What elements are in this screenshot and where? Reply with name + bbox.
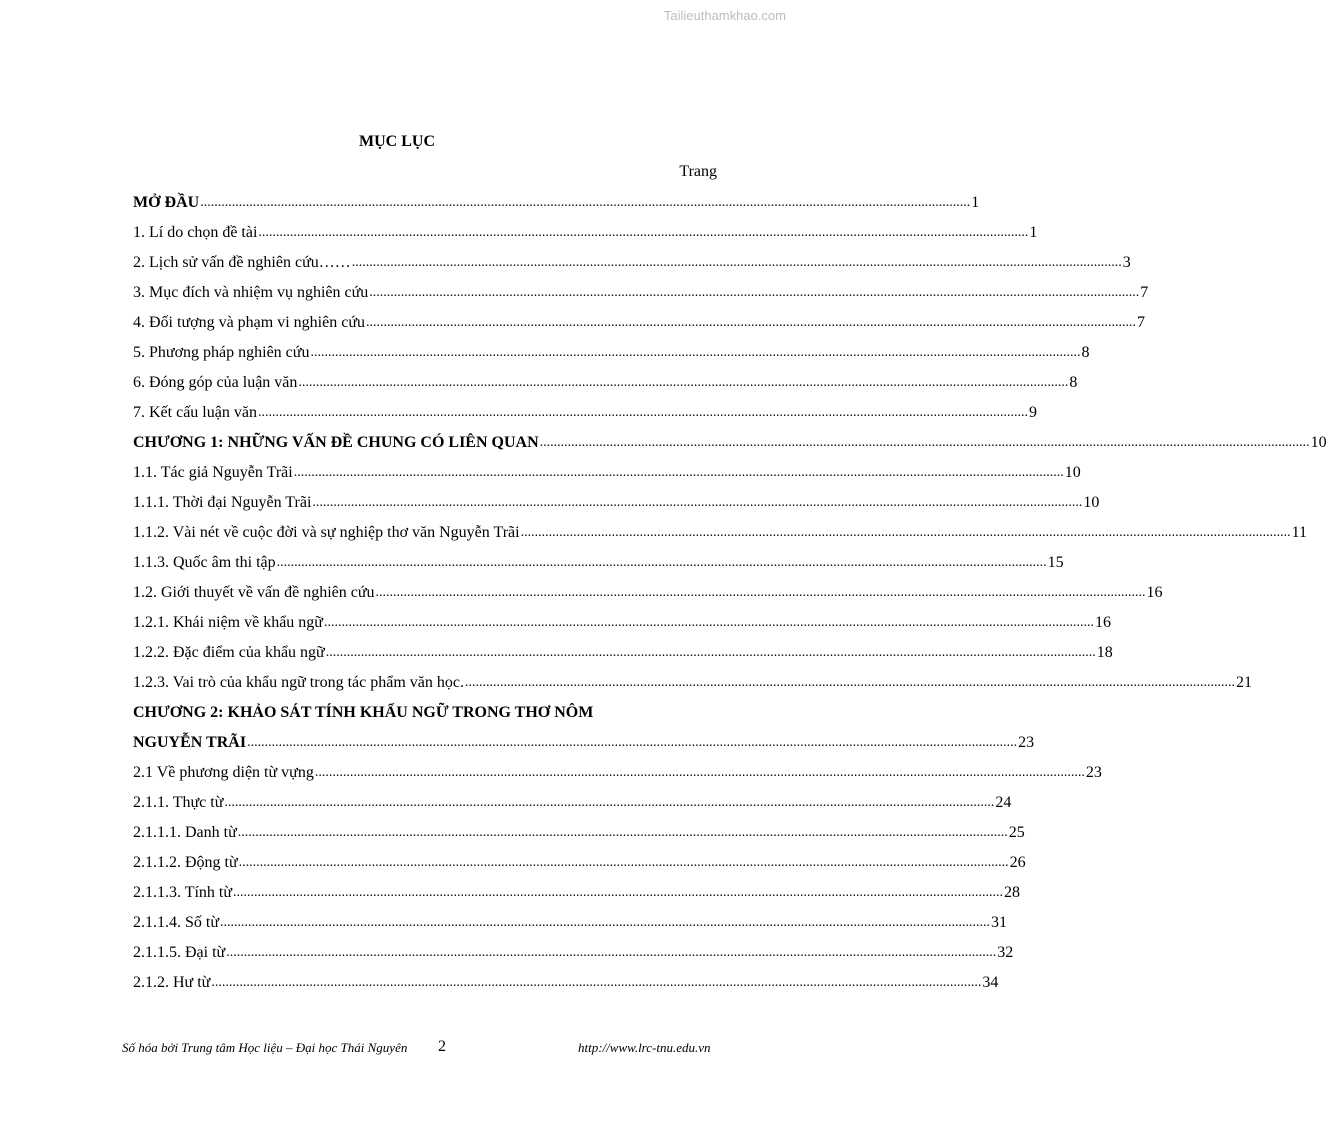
toc-leader-dots: ............................................................................................................................................................................................................................ (233, 885, 1004, 900)
toc-entry[interactable] (133, 608, 1111, 638)
toc-leader-dots: ............................................................................................................................................................................................................................ (220, 915, 991, 930)
toc-entry-page: 7 (1140, 284, 1149, 301)
toc-entry[interactable] (133, 578, 1163, 608)
toc-entry[interactable] (133, 938, 1014, 968)
toc-entry-page: 31 (991, 914, 1008, 931)
toc-entry-page: 25 (1008, 824, 1025, 841)
toc-entry[interactable] (133, 488, 1100, 518)
toc-leader-dots: ............................................................................................................................................................................................................................ (323, 615, 1094, 630)
toc-entry[interactable] (133, 698, 718, 728)
toc-entry-label: 6. Đóng góp của luận văn (133, 374, 298, 391)
toc-leader-dots: ............................................................................................................................................................................................................................ (226, 945, 997, 960)
toc-entry-page: 23 (1018, 734, 1035, 751)
toc-entry-label: 1.2.2. Đặc điểm của khẩu ngữ (133, 644, 325, 661)
footer-url[interactable]: http://www.lrc-tnu.edu.vn (578, 1040, 711, 1055)
toc-entry[interactable] (133, 728, 1035, 758)
toc-leader-dots: ............................................................................................................................................................................................................................ (366, 315, 1136, 330)
toc-leader-dots: ............................................................................................................................................................................................................................ (276, 555, 1047, 570)
footer-source: Số hóa bởi Trung tâm Học liệu – Đại học Thái Nguyên (122, 1040, 408, 1055)
toc-entry-page: 15 (1047, 554, 1064, 571)
toc-entry[interactable] (133, 548, 1064, 578)
toc-entry-label: 1.1.1. Thời đại Nguyễn Trãi (133, 494, 312, 511)
toc-leader-dots: ............................................................................................................................................................................................................................ (351, 255, 1122, 270)
toc-entry-label: CHƯƠNG 2: KHẢO SÁT TÍNH KHẨU NGỮ TRONG THƠ NÔM (133, 704, 594, 721)
toc-entry-page: 26 (1009, 854, 1026, 871)
toc-entry-page: 11 (1291, 524, 1307, 541)
toc-entry[interactable] (133, 458, 1081, 488)
toc-entry-page: 10 (1083, 494, 1100, 511)
toc-entry[interactable] (133, 278, 1149, 308)
toc-entry-label: 2.1.1.4. Số từ (133, 914, 220, 931)
toc-entry-page: 8 (1069, 374, 1078, 391)
toc-entry-page: 10 (1064, 464, 1081, 481)
toc-entry-label: CHƯƠNG 1: NHỮNG VẤN ĐỀ CHUNG CÓ LIÊN QUAN (133, 434, 539, 451)
toc-entry[interactable] (133, 788, 1012, 818)
toc-leader-dots: ............................................................................................................................................................................................................................ (312, 495, 1083, 510)
toc-leader-dots: ............................................................................................................................................................................................................................ (211, 975, 982, 990)
toc-leader-dots: ............................................................................................................................................................................................................................ (298, 375, 1069, 390)
toc-entry-page: 18 (1096, 644, 1113, 661)
toc-entry-page: 10 (1310, 434, 1327, 451)
toc-entry[interactable] (133, 908, 1008, 938)
toc-entry-page: 8 (1081, 344, 1090, 361)
page-column-label: Trang (679, 163, 717, 180)
toc-entry-page: 28 (1004, 884, 1021, 901)
toc-entry-page: 1 (971, 194, 980, 211)
toc-entry-page: 9 (1028, 404, 1037, 421)
toc-entry[interactable] (133, 308, 1145, 338)
toc-entry-label: NGUYỄN TRÃI (133, 734, 247, 751)
toc-entry-page: 7 (1137, 314, 1145, 331)
toc-entry-label: 1. Lí do chọn đề tài (133, 224, 258, 241)
toc-entry-label: 1.1.2. Vài nét về cuộc đời và sự nghiệp thơ văn Nguyễn Trãi (133, 524, 520, 541)
toc-entry-label: 2.1.1.2. Động từ (133, 854, 238, 871)
toc-entry-label: 2. Lịch sử vấn đề nghiên cứu…… (133, 254, 351, 271)
toc-entry-page: 32 (997, 944, 1014, 961)
toc-leader-dots: ............................................................................................................................................................................................................................ (293, 465, 1064, 480)
toc-leader-dots: ............................................................................................................................................................................................................................ (200, 195, 971, 210)
toc-entry-label: 1.1.3. Quốc âm thi tập (133, 554, 276, 571)
toc-entry-label: 1.2.1. Khái niệm về khẩu ngữ (133, 614, 323, 631)
toc-entry[interactable] (133, 968, 999, 998)
toc-entry[interactable] (133, 818, 1025, 848)
toc-entry[interactable] (133, 518, 1307, 548)
toc-entry-label: 2.1.1. Thực từ (133, 794, 224, 811)
toc-entry-page: 1 (1029, 224, 1038, 241)
page-title: MỤC LỤC (359, 133, 435, 150)
toc-entry[interactable] (133, 398, 1037, 428)
toc-entry-label: 2.1.1.5. Đại từ (133, 944, 226, 961)
toc-entry[interactable] (133, 668, 1252, 698)
toc-entry[interactable] (133, 188, 980, 218)
toc-entry-page: 23 (1085, 764, 1102, 781)
toc-leader-dots: ............................................................................................................................................................................................................................ (257, 405, 1028, 420)
toc-entry-label: 2.1.2. Hư từ (133, 974, 211, 991)
toc-entry-label: 3. Mục đích và nhiệm vụ nghiên cứu (133, 284, 369, 301)
toc-entry[interactable] (133, 218, 1038, 248)
toc-entry-page: 34 (982, 974, 999, 991)
toc-leader-dots: ............................................................................................................................................................................................................................ (310, 345, 1081, 360)
toc-entry-label: 5. Phương pháp nghiên cứu (133, 344, 310, 361)
toc-leader-dots: ............................................................................................................................................................................................................................ (325, 645, 1096, 660)
toc-leader-dots: ............................................................................................................................................................................................................................ (464, 675, 1235, 690)
toc-leader-dots: ............................................................................................................................................................................................................................ (314, 765, 1085, 780)
toc-entry-label: 1.2. Giới thuyết về vấn đề nghiên cứu (133, 584, 375, 601)
toc-entry[interactable] (133, 248, 1131, 278)
toc-entry-page: 21 (1235, 674, 1252, 691)
toc-entry-page: 16 (1146, 584, 1163, 601)
toc-leader-dots: ............................................................................................................................................................................................................................ (237, 825, 1008, 840)
toc-leader-dots: ............................................................................................................................................................................................................................ (375, 585, 1146, 600)
toc-leader-dots: ............................................................................................................................................................................................................................ (258, 225, 1029, 240)
table-of-contents (133, 188, 1327, 998)
toc-entry-label: 1.2.3. Vai trò của khẩu ngữ trong tác phẩm văn học. (133, 674, 464, 691)
toc-leader-dots: ............................................................................................................................................................................................................................ (247, 735, 1018, 750)
toc-entry[interactable] (133, 878, 1021, 908)
toc-entry[interactable] (133, 848, 1026, 878)
toc-entry-label: 7. Kết cấu luận văn (133, 404, 257, 421)
toc-leader-dots: ............................................................................................................................................................................................................................ (238, 855, 1009, 870)
toc-entry-label: 1.1. Tác giả Nguyễn Trãi (133, 464, 293, 481)
footer-page-number: 2 (438, 1038, 446, 1055)
toc-entry[interactable] (133, 638, 1113, 668)
toc-entry-label: MỞ ĐẦU (133, 194, 200, 211)
toc-entry-label: 2.1.1.1. Danh từ (133, 824, 237, 841)
toc-leader-dots: ............................................................................................................................................................................................................................ (520, 525, 1291, 540)
toc-entry-label: 2.1.1.3. Tính từ (133, 884, 233, 901)
toc-entry-label: 4. Đối tượng và phạm vi nghiên cứu (133, 314, 365, 331)
toc-entry-page: 24 (995, 794, 1012, 811)
watermark: Tailieuthamkhao.com (663, 8, 786, 23)
toc-leader-dots: ............................................................................................................................................................................................................................ (369, 285, 1140, 300)
toc-entry-label: 2.1 Về phương diện từ vựng (133, 764, 314, 781)
toc-entry[interactable] (133, 428, 1327, 458)
toc-leader-dots: ............................................................................................................................................................................................................................ (539, 435, 1310, 450)
toc-entry-page: 16 (1094, 614, 1111, 631)
toc-entry[interactable] (133, 758, 1102, 788)
toc-entry[interactable] (133, 338, 1090, 368)
toc-leader-dots: ............................................................................................................................................................................................................................ (224, 795, 995, 810)
toc-entry-page: 3 (1122, 254, 1131, 271)
toc-entry[interactable] (133, 368, 1078, 398)
